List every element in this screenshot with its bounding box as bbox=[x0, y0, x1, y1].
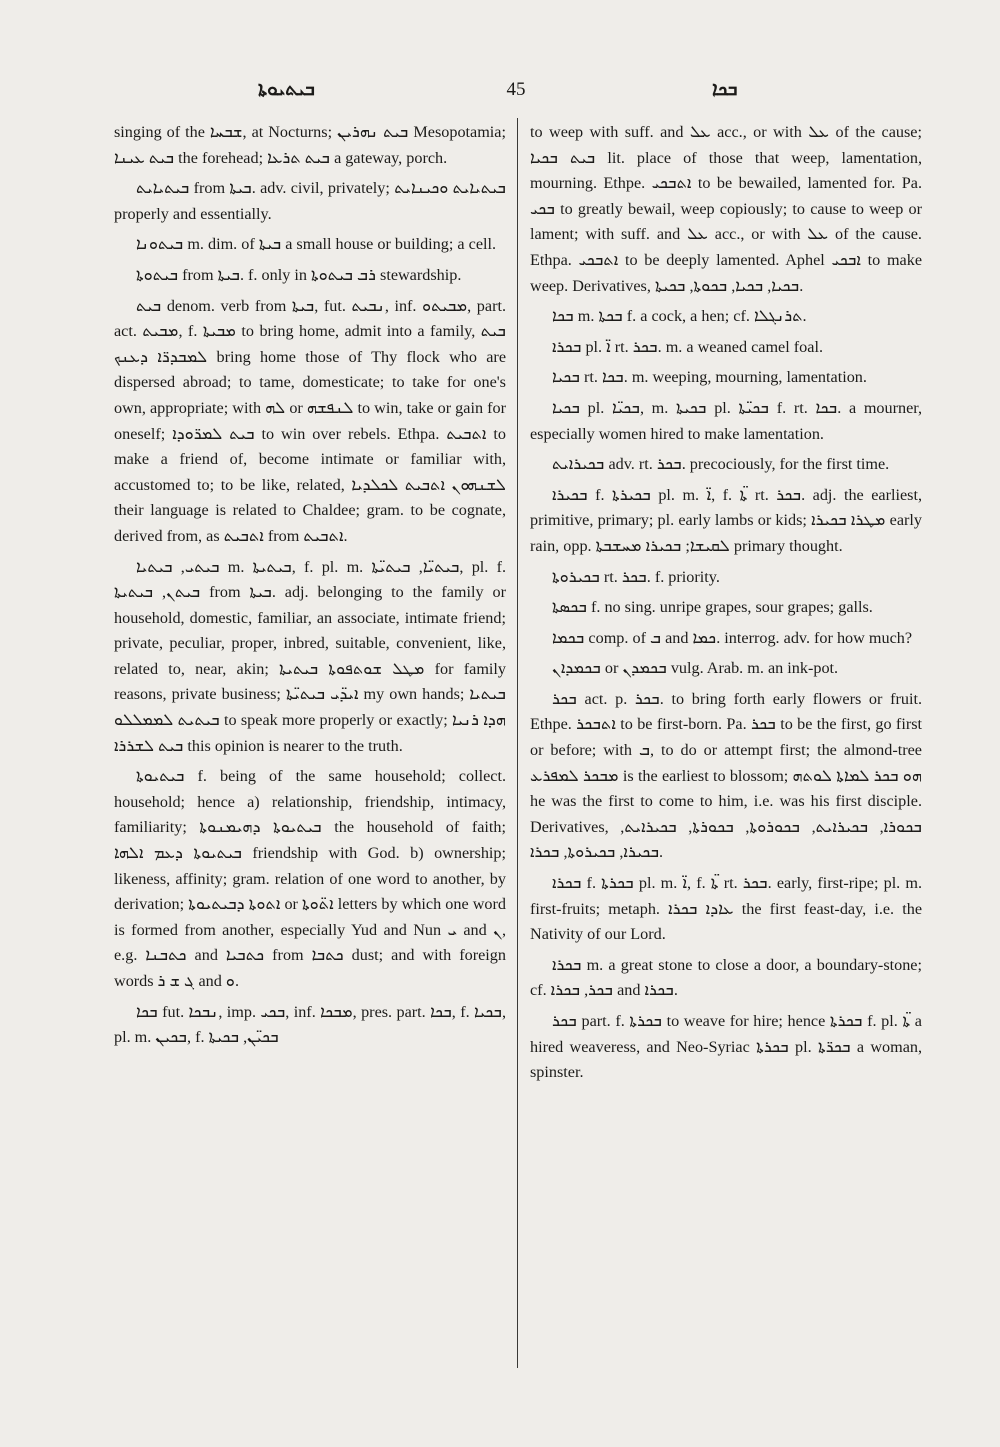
entry-paragraph: ܒܟܪܐ m. a great stone to close a door, a boundary-stone; cf. ܒܟܪ, ܒܟܪܐ and ܒܟܪܐ. bbox=[530, 955, 922, 1000]
entry-paragraph: ܒܟܐ fut. ܢܒܟܐ, imp. ܒܟܝ, inf. ܡܒܟܐ, pres. part. ܒܟܐ, f. ܒܟܝܐ, pl. m. ܒܟܝܢ, f. ܒܟܝ̈ܢ, ܒܟܝܬܐ bbox=[114, 1002, 507, 1047]
entry-paragraph: ܒܟܝܪܐܝܬ adv. rt. ܒܟܪ. precociously, for the first time. bbox=[552, 455, 890, 474]
page-number: 45 bbox=[506, 79, 526, 100]
entry-paragraph: ܒܝܬܘܬܐ from ܒܝܬܐ. f. only in ܪܒ ܒܝܬܘܬܐ stewardship. bbox=[136, 265, 462, 284]
entry-paragraph: ܒܝܬܝܐܝܬ from ܒܝܬܐ. adv. civil, privately; ܒܝܬܝܐܝܬ ܘܟܝܢܐܝܬ properly and essentially. bbox=[114, 179, 506, 223]
entry-paragraph: ܒܟܡܕܐܢ or ܒܟܡܕܢ vulg. Arab. m. an ink-pot. bbox=[552, 659, 839, 678]
entry-paragraph: ܒܟܣܬܐ f. no sing. unripe grapes, sour grapes; galls. bbox=[552, 598, 873, 617]
running-head-right: ܒܟܐ bbox=[712, 79, 738, 100]
column-divider bbox=[517, 118, 518, 1368]
running-head-left: ܒܝܬܝܘܬܐ bbox=[258, 79, 315, 100]
entry-paragraph: ܒܟܪܐ f. ܒܟܪܬܐ pl. m. ܐ̈, f. ܬܐ̈ rt. ܒܟܪ. early, first-ripe; pl. m. first-fruits; metaph. ܥܐܕܐ ܒܟܪܐ the first feast-day, i.e. the Nativity of our Lord. bbox=[530, 874, 923, 944]
entry-paragraph: to weep with suff. and ܥܠ acc., or with ܥܠ of the cause; ܒܝܬ ܒܟܝܐ lit. place of those that weep, lamentation, mourning. Ethpe. ܐܬܒܟܝ to be bewailed, lamented for. Pa. ܒܟܝ to greatly bewail, weep copiously; to cause to weep or lament; with suff. and ܥܠ acc., or with ܥܠ of the cause. Ethpa. ܐܬܒܟܝ to be deeply lamented. Aphel ܐܒܟܝ to make weep. Derivatives, ܒܟܝܐ, ܒܟܝܐ, ܒܟܘܬܐ, ܒܟܝܬܐ. bbox=[530, 123, 923, 295]
entry-paragraph: ܒܝܬܘܢܐ m. dim. of ܒܝܬܐ a small house or building; a cell. bbox=[136, 235, 497, 254]
entry-paragraph: ܒܟܝܪܘܬܐ rt. ܒܟܪ. f. priority. bbox=[552, 567, 720, 586]
entry-paragraph: ܒܟܪ act. p. ܒܟܪ. to bring forth early flowers or fruit. Ethpe. ܐܬܒܟܪ to be first-born. Pa. ܒܟܪ to be the first, go first or before; with ܒ, to do or attempt first; the almond-tree ܡܒܟܪ ܠܡܦܪܥ is the earliest to blossom; ܗܘ ܒܟܪ ܠܡܐܬܐ ܠܘܬܗ he was the first to come to him, i.e. was his first disciple. Derivatives, ܒܟܘܪܐ, ܒܟܝܪܐܝܬ, ܒܟܘܪܘܬܐ, ܒܟܘܪܬܐ, ܒܟܝܪܐܝܬ, ܒܟܝܪܐ, ܒܟܝܪܘܬܐ, ܒܟܪܐ. bbox=[530, 689, 923, 862]
left-column bbox=[114, 120, 506, 1056]
entry-paragraph: ܒܟܐ m. ܒܟܬܐ f. a cock, a hen; cf. ܬܪܢܓܠܐ. bbox=[552, 307, 807, 326]
entry-paragraph: singing of the ܫܒܚܐ, at Nocturns; ܒܝܬ ܢܗܪܝܢ Mesopotamia; ܒܝܬ ܥܝܢܐ the forehead; ܒܝܬ ܬܪܥܐ a gateway, porch. bbox=[114, 123, 506, 167]
entry-paragraph: ܒܝܬܝ, ܒܝܬܝܐ m. ܒܝܬܝܬܐ, f. pl. m. ܒܝܬܝ̈ܐ, ܒܝܬܝ̈ܬܐ, pl. f. ܒܝܬܢ, ܒܝܬܝܬܐ from ܒܝܬܐ. adj. belonging to the family or household, domestic, familiar, an associate, intimate friend; private, peculiar, proper, inbred, suitable, convenient, like, related to, near, akin; ܡܛܠ ܫܘܬܦܘܬܐ ܒܝܬܝܬܐ for family reasons, private business; ܐܝܕ̈ܝ ܒܝܬܝ̈ܬܐ my own hands; ܒܝܬܝܐ ܒܝܬܝܬ ܠܡܡܠܠܘ to speak more properly or exactly; ܗܕܐ ܪܢܝܐ ܒܝܬ ܠܫܪܪܐ this opinion is nearer to the truth. bbox=[114, 557, 507, 755]
entry-paragraph: ܒܝܬܝܘܬܐ f. being of the same household; collect. household; hence a) relationship, friendship, intimacy, familiarity; ܒܝܬܝܘܬܐ ܕܗܝܡܢܘܬܐ the household of faith; ܒܝܬܝܘܬܐ ܕܥܡ ܐܠܗܐ friendship with God. b) ownership; likeness, affinity; gram. relation of one word to another, by derivation; ܐܬܘܬܐ ܕܒܝܬܝܘܬܐ or ܐܬ̈ܘܬܐ letters by which one word is formed from another, especially Yud and Nun ܝ and ܢ, e.g. ܟܬܒܢܐ and ܟܬܒܝܐ from ܟܬܒܐ dust; and with foreign words ܓ ܫ ܪ and ܘ. bbox=[114, 767, 507, 990]
entry-paragraph: ܒܟܪ part. f. ܒܟܪܬܐ to weave for hire; hence ܒܟܪܬܐ f. pl. ܬܐ̈ a hired weaveress, and Neo-Syriac ܒܟܪܬܐ pl. ܒܟܪ̈ܬܐ a woman, spinster. bbox=[530, 1012, 923, 1082]
entry-paragraph: ܒܝܬ denom. verb from ܒܝܬܐ, fut. ܢܒܝܬ, inf. ܡܒܝܬܘ, part. act. ܡܒܝܬ, f. ܡܒܝܬܐ to bring home, admit into a family, ܒܝܬ ܠܡܒܕܪ̈ܐ ܕܥܢܟ bring home those of Thy flock who are dispersed abroad; to tame, domesticate; to take for one's own, appropriate; with ܠܗ or ܠܢܦܫܗ to win, take or gain for oneself; ܒܝܬ ܠܡܪ̈ܘܕܐ to win over rebels. Ethpa. ܐܬܒܝܬ to make a friend of, become intimate or familiar with, accustomed to; to be like, related, ܠܫܢܗܘܢ ܐܬܒܝܬ ܠܟܠܕܝܐ their language is related to Chaldee; gram. to be cognate, derived from, as ܐܬܒܝܬ from ܐܬܒܝܬ. bbox=[114, 296, 507, 545]
right-column bbox=[530, 120, 922, 1091]
entry-paragraph: ܒܟܡܐ comp. of ܒ and ܟܡܐ. interrog. adv. for how much? bbox=[552, 628, 913, 647]
entry-paragraph: ܒܟܪܐ pl. ܐ̈ rt. ܒܟܪ. m. a weaned camel foal. bbox=[552, 337, 823, 356]
entry-paragraph: ܒܟܝܪܐ f. ܒܟܝܪܬܐ pl. m. ܐ̈, f. ܬܐ̈ rt. ܒܟܪ. adj. the earliest, primitive, primary; pl. early lambs or kids; ܡܛܪܐ ܒܟܝܪܐ early rain, opp. ܠܩܝܫܐ; ܒܟܝܪܐ ܡܚܫܒܬܐ primary thought. bbox=[530, 485, 922, 555]
entry-paragraph: ܒܟܝܐ pl. ܒܟܝ̈ܐ, m. ܒܟܝܬܐ pl. ܒܟܝ̈ܬܐ f. rt. ܒܟܐ. a mourner, especially women hired to make lamentation. bbox=[530, 398, 923, 443]
entry-paragraph: ܒܟܝܐ rt. ܒܟܐ. m. weeping, mourning, lamentation. bbox=[552, 368, 867, 387]
